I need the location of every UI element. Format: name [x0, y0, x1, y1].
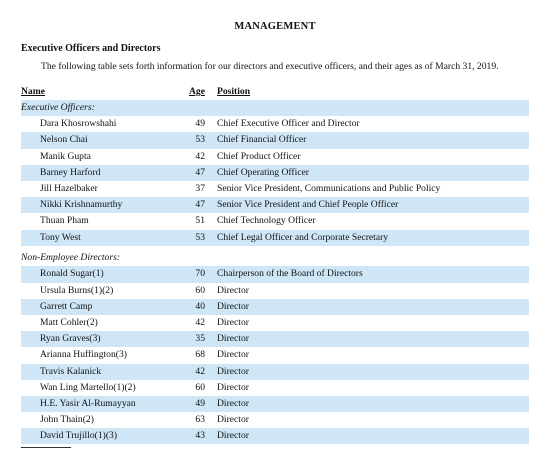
person-name: Nikki Krishnamurthy [40, 199, 123, 211]
header-name: Name [21, 86, 45, 97]
person-age: 49 [195, 118, 205, 130]
person-age: 47 [195, 199, 205, 211]
table-row [21, 132, 529, 148]
person-name: H.E. Yasir Al-Rumayyan [40, 397, 136, 409]
table-row [21, 149, 529, 165]
person-age: 43 [195, 430, 205, 442]
group-label-directors [21, 250, 529, 266]
table-header [21, 86, 529, 100]
person-position: Director [217, 316, 249, 328]
page-title: MANAGEMENT [234, 21, 316, 32]
person-position: Director [217, 397, 249, 409]
person-age: 40 [195, 300, 205, 312]
person-age: 51 [195, 215, 205, 227]
person-age: 68 [195, 349, 205, 361]
table-row [21, 364, 529, 380]
person-position: Chief Product Officer [217, 150, 301, 162]
person-age: 35 [195, 333, 205, 345]
person-name: Travis Kalanick [40, 365, 102, 377]
table-row [21, 315, 529, 331]
group-label: Executive Officers: [21, 102, 95, 113]
person-position: Chief Financial Officer [217, 134, 307, 146]
person-position: Director [217, 365, 249, 377]
person-age: 70 [195, 268, 205, 280]
person-age: 53 [195, 134, 205, 146]
table-row [21, 299, 529, 315]
person-name: Jill Hazelbaker [40, 182, 98, 194]
header-position: Position [217, 86, 251, 97]
person-age: 49 [195, 397, 205, 409]
person-name: Ryan Graves(3) [40, 333, 101, 345]
person-name: Matt Cohler(2) [40, 316, 98, 328]
person-name: Wan Ling Martello(1)(2) [40, 381, 136, 393]
table-row [21, 116, 529, 132]
table-row [21, 347, 529, 363]
footnote-rule [21, 447, 71, 448]
table-row [21, 213, 529, 229]
person-name: Nelson Chai [40, 134, 88, 146]
table-row [21, 380, 529, 396]
person-age: 37 [195, 182, 205, 194]
person-position: Chief Executive Officer and Director [217, 118, 360, 130]
person-name: Thuan Pham [40, 215, 89, 227]
person-position: Chief Operating Officer [217, 166, 309, 178]
person-age: 42 [195, 150, 205, 162]
table-row [21, 230, 529, 246]
group-label-executives [21, 100, 529, 116]
person-age: 42 [195, 365, 205, 377]
person-name: David Trujillo(1)(3) [40, 430, 118, 442]
person-age: 60 [195, 284, 205, 296]
table-row [21, 428, 529, 444]
person-position: Director [217, 414, 249, 426]
person-name: Tony West [40, 231, 81, 243]
person-age: 47 [195, 166, 205, 178]
table-row [21, 165, 529, 181]
table-row [21, 396, 529, 412]
person-position: Director [217, 430, 249, 442]
intro-paragraph: The following table sets forth information for our directors and executive officers, and their ages as of March 31, 2019. [41, 61, 499, 72]
table-row [21, 197, 529, 213]
person-name: Arianna Huffington(3) [40, 349, 127, 361]
person-position: Senior Vice President and Chief People Officer [217, 199, 399, 211]
person-position: Director [217, 284, 249, 296]
person-name: Garrett Camp [40, 300, 93, 312]
table-row [21, 412, 529, 428]
person-position: Senior Vice President, Communications and Public Policy [217, 182, 441, 194]
person-age: 42 [195, 316, 205, 328]
management-table [21, 86, 529, 444]
person-age: 60 [195, 381, 205, 393]
person-position: Director [217, 333, 249, 345]
person-position: Director [217, 381, 249, 393]
person-name: Dara Khosrowshahi [40, 118, 117, 130]
section-heading: Executive Officers and Directors [21, 43, 161, 54]
person-age: 63 [195, 414, 205, 426]
person-age: 53 [195, 231, 205, 243]
person-name: Manik Gupta [40, 150, 91, 162]
person-position: Director [217, 300, 249, 312]
person-name: Ursula Burns(1)(2) [40, 284, 114, 296]
table-row [21, 266, 529, 282]
person-position: Chairperson of the Board of Directors [217, 268, 363, 280]
table-row [21, 283, 529, 299]
person-position: Chief Technology Officer [217, 215, 316, 227]
table-row [21, 181, 529, 197]
person-name: Ronald Sugar(1) [40, 268, 104, 280]
person-position: Chief Legal Officer and Corporate Secretary [217, 231, 389, 243]
person-name: John Thain(2) [40, 414, 94, 426]
group-label: Non-Employee Directors: [21, 252, 121, 264]
person-position: Director [217, 349, 249, 361]
table-row [21, 331, 529, 347]
person-name: Barney Harford [40, 166, 101, 178]
header-age: Age [189, 86, 205, 97]
